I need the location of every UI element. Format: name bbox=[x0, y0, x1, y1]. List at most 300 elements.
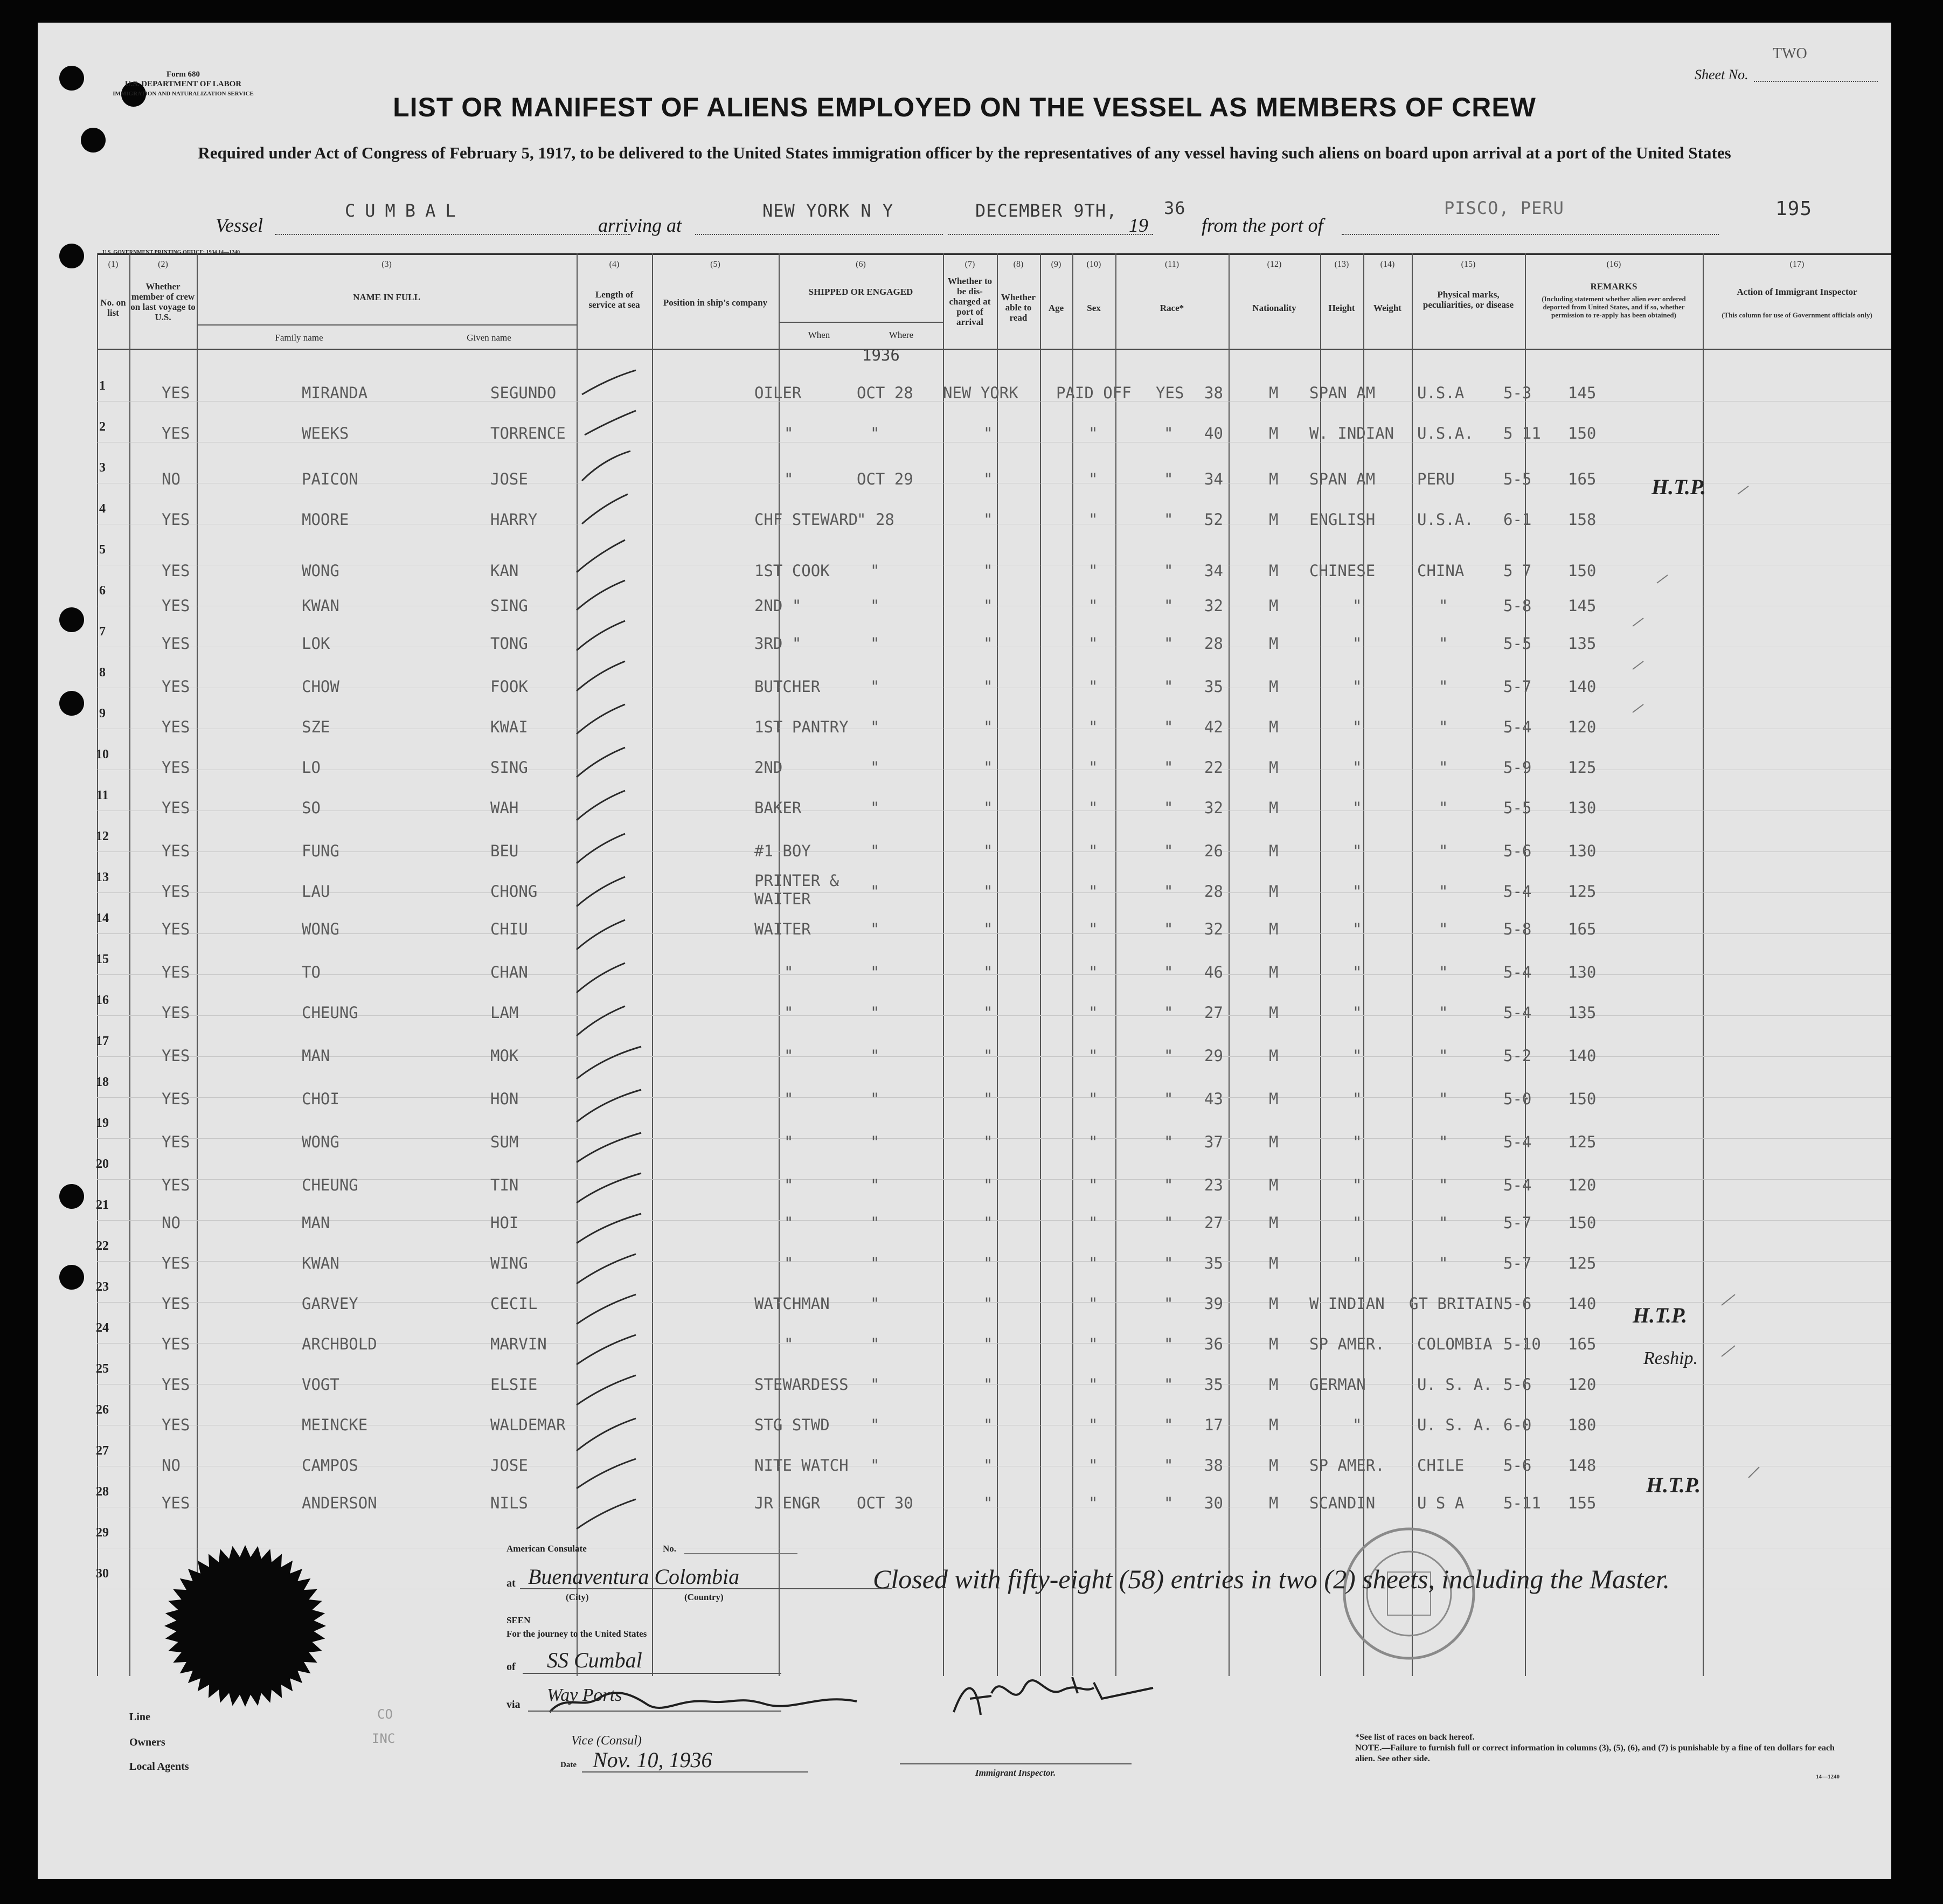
row-number: 18 bbox=[96, 1075, 109, 1089]
age-cell: 35 bbox=[1204, 1375, 1223, 1394]
position-cell: 2ND bbox=[754, 758, 783, 777]
check-mark bbox=[577, 920, 625, 950]
position-cell: " bbox=[784, 1214, 794, 1232]
race-cell: W INDIAN bbox=[1309, 1294, 1385, 1313]
age-cell: 42 bbox=[1204, 718, 1223, 736]
member-cell: YES bbox=[162, 1494, 190, 1512]
nationality-cell: CHINA bbox=[1417, 562, 1465, 580]
discharged-cell: " bbox=[1088, 1494, 1098, 1512]
discharged-cell: " bbox=[1088, 1090, 1098, 1108]
read-cell: " bbox=[1164, 1335, 1174, 1353]
header-when: When bbox=[808, 330, 830, 340]
age-cell: 37 bbox=[1204, 1133, 1223, 1151]
shipped-when-cell: " bbox=[870, 1003, 880, 1022]
owners-label: Owners bbox=[129, 1736, 165, 1748]
height-cell: 5-4 bbox=[1503, 718, 1532, 736]
read-cell: " bbox=[1164, 1375, 1174, 1394]
header-weight: Weight bbox=[1373, 303, 1401, 313]
discharged-cell: " bbox=[1088, 920, 1098, 938]
height-cell: 5-3 bbox=[1503, 384, 1532, 402]
given-name-cell: NILS bbox=[490, 1494, 528, 1512]
member-cell: YES bbox=[162, 1254, 190, 1272]
weight-cell: 120 bbox=[1568, 1176, 1597, 1194]
read-cell: " bbox=[1164, 634, 1174, 653]
shipped-when-cell: " bbox=[870, 799, 880, 817]
col-number: (16) bbox=[1606, 260, 1621, 269]
family-name-cell: WONG bbox=[302, 1133, 339, 1151]
read-cell: " bbox=[1164, 1133, 1174, 1151]
race-cell: " bbox=[1352, 677, 1362, 696]
check-mark bbox=[577, 1214, 641, 1243]
race-cell: " bbox=[1352, 597, 1362, 615]
header-no-on-list: No. on list bbox=[100, 297, 126, 318]
member-cell: YES bbox=[162, 1176, 190, 1194]
shipped-when-cell: " bbox=[870, 963, 880, 981]
sex-cell: M bbox=[1269, 384, 1279, 402]
family-name-cell: PAICON bbox=[302, 470, 358, 488]
member-cell: YES bbox=[162, 718, 190, 736]
race-cell: " bbox=[1352, 718, 1362, 736]
discharged-cell: " bbox=[1088, 677, 1098, 696]
col-number: (13) bbox=[1334, 260, 1349, 269]
sex-cell: M bbox=[1269, 1416, 1279, 1434]
journey-label: For the journey to the United States bbox=[506, 1629, 647, 1639]
header-remarks: REMARKS bbox=[1590, 281, 1637, 292]
height-cell: 5-6 bbox=[1503, 1375, 1532, 1394]
position-cell: " bbox=[784, 1335, 794, 1353]
member-cell: YES bbox=[162, 634, 190, 653]
shipped-where-cell: " bbox=[983, 1375, 993, 1394]
weight-cell: 165 bbox=[1568, 470, 1597, 488]
position-cell: 1ST PANTRY bbox=[754, 718, 849, 736]
member-cell: YES bbox=[162, 1003, 190, 1022]
at-label: at bbox=[506, 1577, 516, 1589]
shipped-where-cell: " bbox=[983, 470, 993, 488]
member-cell: YES bbox=[162, 1047, 190, 1065]
header-given-name: Given name bbox=[467, 333, 511, 343]
header-remarks-sub: (Including statement whether alien ever ordered deported from United States, and if so, whether permission to re-apply has been obtained) bbox=[1542, 295, 1686, 319]
age-cell: 30 bbox=[1204, 1494, 1223, 1512]
height-cell: 5-4 bbox=[1503, 882, 1532, 901]
weight-cell: 165 bbox=[1568, 920, 1597, 938]
sheet-no-value: TWO bbox=[1773, 45, 1807, 62]
position-cell: 3RD " bbox=[754, 634, 802, 653]
check-mark bbox=[1738, 486, 1748, 494]
member-cell: YES bbox=[162, 842, 190, 860]
age-cell: 40 bbox=[1204, 424, 1223, 442]
nationality-cell: PERU bbox=[1417, 470, 1455, 488]
col-number: (8) bbox=[1013, 260, 1024, 269]
row-number: 17 bbox=[96, 1034, 109, 1048]
of-line bbox=[523, 1673, 781, 1674]
position-cell: " bbox=[784, 424, 794, 442]
weight-cell: 125 bbox=[1568, 1133, 1597, 1151]
immigrant-inspector-label: Immigrant Inspector. bbox=[975, 1768, 1056, 1778]
position-cell: NITE WATCH bbox=[754, 1456, 849, 1474]
race-cell: SP AMER. bbox=[1309, 1456, 1385, 1474]
col-number: (17) bbox=[1789, 260, 1805, 269]
weight-cell: 180 bbox=[1568, 1416, 1597, 1434]
age-cell: 36 bbox=[1204, 1335, 1223, 1353]
header-able-read: Whether able to read bbox=[1001, 292, 1036, 323]
check-mark bbox=[577, 580, 625, 610]
sex-cell: M bbox=[1269, 470, 1279, 488]
family-name-cell: GARVEY bbox=[302, 1294, 358, 1313]
page-subtitle: Required under Act of Congress of February 5, 1917, to be delivered to the United States immigration officer by the representatives of any vessel having such aliens on board upon arrival at a port of the United States bbox=[198, 143, 1731, 162]
row-number: 27 bbox=[96, 1444, 109, 1458]
read-cell: " bbox=[1164, 1254, 1174, 1272]
check-mark bbox=[577, 661, 625, 691]
given-name-cell: SUM bbox=[490, 1133, 519, 1151]
given-name-cell: TIN bbox=[490, 1176, 519, 1194]
sex-cell: M bbox=[1269, 677, 1279, 696]
shipped-where-cell: " bbox=[983, 1335, 993, 1353]
vice-consul: Vice (Consul) bbox=[571, 1734, 642, 1748]
height-cell: 5-7 bbox=[1503, 1214, 1532, 1232]
discharged-cell: " bbox=[1088, 510, 1098, 529]
shipped-when-cell: OCT 28 bbox=[857, 384, 913, 402]
header-position: Position in ship's company bbox=[663, 297, 768, 308]
sex-cell: M bbox=[1269, 920, 1279, 938]
sex-cell: M bbox=[1269, 562, 1279, 580]
shipped-when-cell: " bbox=[870, 758, 880, 777]
read-cell: " bbox=[1164, 882, 1174, 901]
member-cell: YES bbox=[162, 1375, 190, 1394]
family-name-cell: CHOW bbox=[302, 677, 339, 696]
check-mark bbox=[577, 1133, 641, 1162]
check-mark bbox=[582, 370, 636, 394]
check-mark bbox=[1722, 1346, 1735, 1356]
races-note: *See list of races on back hereof. bbox=[1355, 1733, 1475, 1742]
height-cell: 5-10 bbox=[1503, 1335, 1541, 1353]
shipped-when-cell: " bbox=[870, 424, 880, 442]
family-name-cell: KWAN bbox=[302, 1254, 339, 1272]
given-name-cell: KAN bbox=[490, 562, 519, 580]
nationality-cell: U.S.A bbox=[1417, 384, 1465, 402]
header-discharged: Whether to be dis-charged at port of arrival bbox=[947, 276, 993, 327]
discharged-cell: " bbox=[1088, 1214, 1098, 1232]
col-number: (11) bbox=[1164, 260, 1179, 269]
shipped-where-cell: " bbox=[983, 758, 993, 777]
given-name-cell: SING bbox=[490, 597, 528, 615]
weight-cell: 135 bbox=[1568, 1003, 1597, 1022]
race-cell: " bbox=[1352, 1254, 1362, 1272]
nationality-cell: " bbox=[1439, 597, 1448, 615]
given-name-cell: WALDEMAR bbox=[490, 1416, 566, 1434]
shipped-when-cell: " bbox=[870, 1416, 880, 1434]
arriving-label: arriving at bbox=[598, 214, 682, 236]
shipped-when-cell: " bbox=[870, 718, 880, 736]
remark-row-27: H.T.P. bbox=[1646, 1473, 1701, 1497]
age-cell: 28 bbox=[1204, 882, 1223, 901]
given-name-cell: HARRY bbox=[490, 510, 538, 529]
sex-cell: M bbox=[1269, 718, 1279, 736]
check-mark bbox=[577, 1335, 636, 1365]
position-cell: JR ENGR bbox=[754, 1494, 821, 1512]
sex-cell: M bbox=[1269, 634, 1279, 653]
nationality-cell: " bbox=[1439, 758, 1448, 777]
row-number: 2 bbox=[99, 420, 106, 434]
printing-office: U.S. GOVERNMENT PRINTING OFFICE: 1934 14—1240 bbox=[102, 250, 240, 255]
weight-cell: 165 bbox=[1568, 1335, 1597, 1353]
sex-cell: M bbox=[1269, 1214, 1279, 1232]
check-mark bbox=[577, 1047, 641, 1079]
age-cell: 35 bbox=[1204, 677, 1223, 696]
remark-row-3: H.T.P. bbox=[1651, 475, 1706, 499]
shipped-when-cell: " bbox=[870, 1254, 880, 1272]
discharged-cell: " bbox=[1088, 1003, 1098, 1022]
shipped-where-cell: " bbox=[983, 963, 993, 981]
member-cell: NO bbox=[162, 470, 181, 488]
shipped-when-cell: " bbox=[870, 1090, 880, 1108]
race-cell: " bbox=[1352, 1133, 1362, 1151]
weight-cell: 140 bbox=[1568, 1047, 1597, 1065]
weight-cell: 155 bbox=[1568, 1494, 1597, 1512]
position-cell: OILER bbox=[754, 384, 802, 402]
height-cell: 5-6 bbox=[1503, 1294, 1532, 1313]
check-mark bbox=[577, 834, 625, 863]
member-cell: YES bbox=[162, 920, 190, 938]
position-cell: #1 BOY bbox=[754, 842, 811, 860]
row-number: 12 bbox=[96, 829, 109, 843]
shipped-when-cell: " bbox=[870, 1294, 880, 1313]
header-whether-member: Whether member of crew on last voyage to U.S. bbox=[130, 281, 196, 322]
vessel-name: CUMBAL bbox=[345, 200, 466, 221]
given-name-cell: SING bbox=[490, 758, 528, 777]
american-consulate: American Consulate bbox=[506, 1543, 587, 1554]
given-name-cell: FOOK bbox=[490, 677, 528, 696]
inspector-line bbox=[900, 1763, 1132, 1764]
discharged-cell: " bbox=[1088, 1416, 1098, 1434]
weight-cell: 135 bbox=[1568, 634, 1597, 653]
family-name-cell: WONG bbox=[302, 920, 339, 938]
row-number: 24 bbox=[96, 1321, 109, 1335]
shipped-where-cell: " bbox=[983, 882, 993, 901]
age-cell: 35 bbox=[1204, 1254, 1223, 1272]
nationality-cell: " bbox=[1439, 1090, 1448, 1108]
shipped-where-cell: " bbox=[983, 562, 993, 580]
family-name-cell: FUNG bbox=[302, 842, 339, 860]
shipped-where-cell: " bbox=[983, 1294, 993, 1313]
discharged-cell: " bbox=[1088, 1294, 1098, 1313]
age-cell: 28 bbox=[1204, 634, 1223, 653]
header-name-in-full: NAME IN FULL bbox=[353, 292, 420, 302]
col-number: (10) bbox=[1086, 260, 1101, 269]
member-cell: YES bbox=[162, 677, 190, 696]
position-cell: WATCHMAN bbox=[754, 1294, 830, 1313]
family-name-cell: CHEUNG bbox=[302, 1176, 358, 1194]
weight-cell: 120 bbox=[1568, 718, 1597, 736]
shipped-where-cell: " bbox=[983, 1494, 993, 1512]
year-prefix: 19 bbox=[1129, 214, 1148, 236]
read-cell: " bbox=[1164, 1090, 1174, 1108]
age-cell: 32 bbox=[1204, 597, 1223, 615]
shipped-when-cell: OCT 30 bbox=[857, 1494, 913, 1512]
row-number: 28 bbox=[96, 1485, 109, 1499]
nationality-cell: U.S.A. bbox=[1417, 510, 1474, 529]
race-cell: " bbox=[1352, 1090, 1362, 1108]
height-cell: 5-4 bbox=[1503, 963, 1532, 981]
nationality-cell: " bbox=[1439, 963, 1448, 981]
header-shipped: SHIPPED OR ENGAGED bbox=[808, 287, 913, 297]
shipped-when-cell: " bbox=[870, 1047, 880, 1065]
age-cell: 27 bbox=[1204, 1214, 1223, 1232]
header-length-service: Length of service at sea bbox=[588, 289, 640, 310]
position-cell: BAKER bbox=[754, 799, 802, 817]
age-cell: 27 bbox=[1204, 1003, 1223, 1022]
sex-cell: M bbox=[1269, 1335, 1279, 1353]
position-cell: " bbox=[784, 1176, 794, 1194]
family-name-cell: LO bbox=[302, 758, 321, 777]
row-number: 4 bbox=[99, 502, 106, 516]
member-cell: YES bbox=[162, 882, 190, 901]
row-number: 21 bbox=[96, 1198, 109, 1212]
given-name-cell: KWAI bbox=[490, 718, 528, 736]
race-cell: " bbox=[1352, 1047, 1362, 1065]
height-cell: 5-2 bbox=[1503, 1047, 1532, 1065]
shipped-when-cell: " bbox=[870, 1214, 880, 1232]
family-name-cell: VOGT bbox=[302, 1375, 339, 1394]
of-value: SS Cumbal bbox=[547, 1648, 642, 1672]
nationality-cell: CHILE bbox=[1417, 1456, 1465, 1474]
age-cell: 23 bbox=[1204, 1176, 1223, 1194]
nationality-cell: " bbox=[1439, 882, 1448, 901]
member-cell: YES bbox=[162, 1133, 190, 1151]
weight-cell: 130 bbox=[1568, 963, 1597, 981]
given-name-cell: CECIL bbox=[490, 1294, 538, 1313]
discharged-cell: " bbox=[1088, 718, 1098, 736]
shipped-where-cell: " bbox=[983, 1003, 993, 1022]
given-name-cell: MARVIN bbox=[490, 1335, 547, 1353]
position-cell: STG STWD bbox=[754, 1416, 830, 1434]
owners-value: INC bbox=[372, 1731, 395, 1746]
row-number: 10 bbox=[96, 747, 109, 761]
header-where: Where bbox=[889, 330, 914, 340]
port-value: PISCO, PERU bbox=[1444, 198, 1564, 218]
shipped-when-cell: " bbox=[870, 882, 880, 901]
family-name-cell: WONG bbox=[302, 562, 339, 580]
check-mark bbox=[577, 1294, 636, 1324]
shipped-where-cell: " bbox=[983, 1090, 993, 1108]
shipped-where-cell: " bbox=[983, 597, 993, 615]
read-cell: " bbox=[1164, 1047, 1174, 1065]
race-cell: " bbox=[1352, 842, 1362, 860]
check-mark bbox=[1722, 1294, 1735, 1305]
position-cell: " bbox=[784, 963, 794, 981]
race-cell: " bbox=[1352, 1416, 1362, 1434]
header-age: Age bbox=[1048, 303, 1064, 313]
shipped-where-cell: " bbox=[983, 1047, 993, 1065]
page-title: LIST OR MANIFEST OF ALIENS EMPLOYED ON THE VESSEL AS MEMBERS OF CREW bbox=[393, 92, 1536, 122]
row-number: 26 bbox=[96, 1403, 109, 1417]
read-cell: YES bbox=[1156, 384, 1184, 402]
sex-cell: M bbox=[1269, 1047, 1279, 1065]
row-number: 20 bbox=[96, 1157, 109, 1171]
nationality-cell: U. S. A. bbox=[1417, 1375, 1493, 1394]
height-cell: 5-8 bbox=[1503, 920, 1532, 938]
check-mark bbox=[577, 1459, 636, 1488]
given-name-cell: BEU bbox=[490, 842, 519, 860]
position-cell: " bbox=[784, 470, 794, 488]
sex-cell: M bbox=[1269, 510, 1279, 529]
age-cell: 34 bbox=[1204, 470, 1223, 488]
member-cell: YES bbox=[162, 562, 190, 580]
year-value: 36 bbox=[1164, 198, 1186, 218]
remark-row-23: H.T.P. bbox=[1633, 1303, 1688, 1327]
city-label: (City) bbox=[566, 1592, 589, 1602]
given-name-cell: LAM bbox=[490, 1003, 519, 1022]
height-cell: 5-8 bbox=[1503, 597, 1532, 615]
height-cell: 5-5 bbox=[1503, 799, 1532, 817]
shipped-when-cell: " 28 bbox=[857, 510, 894, 529]
nationality-cell: " bbox=[1439, 1254, 1448, 1272]
shipped-when-cell: " bbox=[870, 562, 880, 580]
check-mark bbox=[577, 1254, 636, 1284]
nationality-cell: " bbox=[1439, 799, 1448, 817]
weight-cell: 140 bbox=[1568, 1294, 1597, 1313]
via-value: Way Ports bbox=[547, 1685, 622, 1705]
shipped-where-cell: " bbox=[983, 1456, 993, 1474]
read-cell: " bbox=[1164, 1456, 1174, 1474]
read-cell: " bbox=[1164, 920, 1174, 938]
check-mark bbox=[1633, 704, 1643, 712]
check-mark bbox=[577, 877, 625, 906]
shipped-when-cell: " bbox=[870, 920, 880, 938]
height-cell: 5-4 bbox=[1503, 1176, 1532, 1194]
family-name-cell: SO bbox=[302, 799, 321, 817]
col-number: (15) bbox=[1461, 260, 1476, 269]
row-number: 16 bbox=[96, 993, 109, 1007]
read-cell: " bbox=[1164, 758, 1174, 777]
length-of-service-checks bbox=[577, 370, 641, 1529]
family-name-cell: WEEKS bbox=[302, 424, 349, 442]
discharged-cell: " bbox=[1088, 1133, 1098, 1151]
position-cell: " bbox=[784, 1133, 794, 1151]
year-note: 1936 bbox=[862, 346, 900, 364]
given-name-cell: CHONG bbox=[490, 882, 538, 901]
sheet-no-label: Sheet No. bbox=[1695, 67, 1748, 82]
family-name-cell: SZE bbox=[302, 718, 330, 736]
row-number: 22 bbox=[96, 1239, 109, 1253]
sex-cell: M bbox=[1269, 1133, 1279, 1151]
sex-cell: M bbox=[1269, 963, 1279, 981]
col-number: (1) bbox=[108, 260, 119, 269]
remark-checks bbox=[1633, 486, 1759, 1478]
form-code: 14—1240 bbox=[1816, 1774, 1840, 1780]
member-cell: YES bbox=[162, 1416, 190, 1434]
position-cell: PRINTER & WAITER bbox=[754, 871, 839, 908]
height-cell: 5-7 bbox=[1503, 677, 1532, 696]
member-cell: YES bbox=[162, 963, 190, 981]
via-line bbox=[528, 1711, 781, 1712]
discharged-cell: " bbox=[1088, 634, 1098, 653]
race-cell: " bbox=[1352, 963, 1362, 981]
read-cell: " bbox=[1164, 677, 1174, 696]
nationality-cell: " bbox=[1439, 1176, 1448, 1194]
port-label: from the port of bbox=[1202, 214, 1323, 236]
read-cell: " bbox=[1164, 718, 1174, 736]
header-action-sub: (This column for use of Government officials only) bbox=[1722, 311, 1872, 319]
header-nationality: Nationality bbox=[1252, 303, 1296, 313]
given-name-cell: HOI bbox=[490, 1214, 519, 1232]
age-cell: 29 bbox=[1204, 1047, 1223, 1065]
family-name-cell: LAU bbox=[302, 882, 330, 901]
nationality-cell: " bbox=[1439, 1133, 1448, 1151]
shipped-when-cell: " bbox=[870, 597, 880, 615]
header-physical: Physical marks, peculiarities, or disease bbox=[1422, 289, 1514, 310]
age-cell: 46 bbox=[1204, 963, 1223, 981]
family-name-cell: MAN bbox=[302, 1047, 330, 1065]
